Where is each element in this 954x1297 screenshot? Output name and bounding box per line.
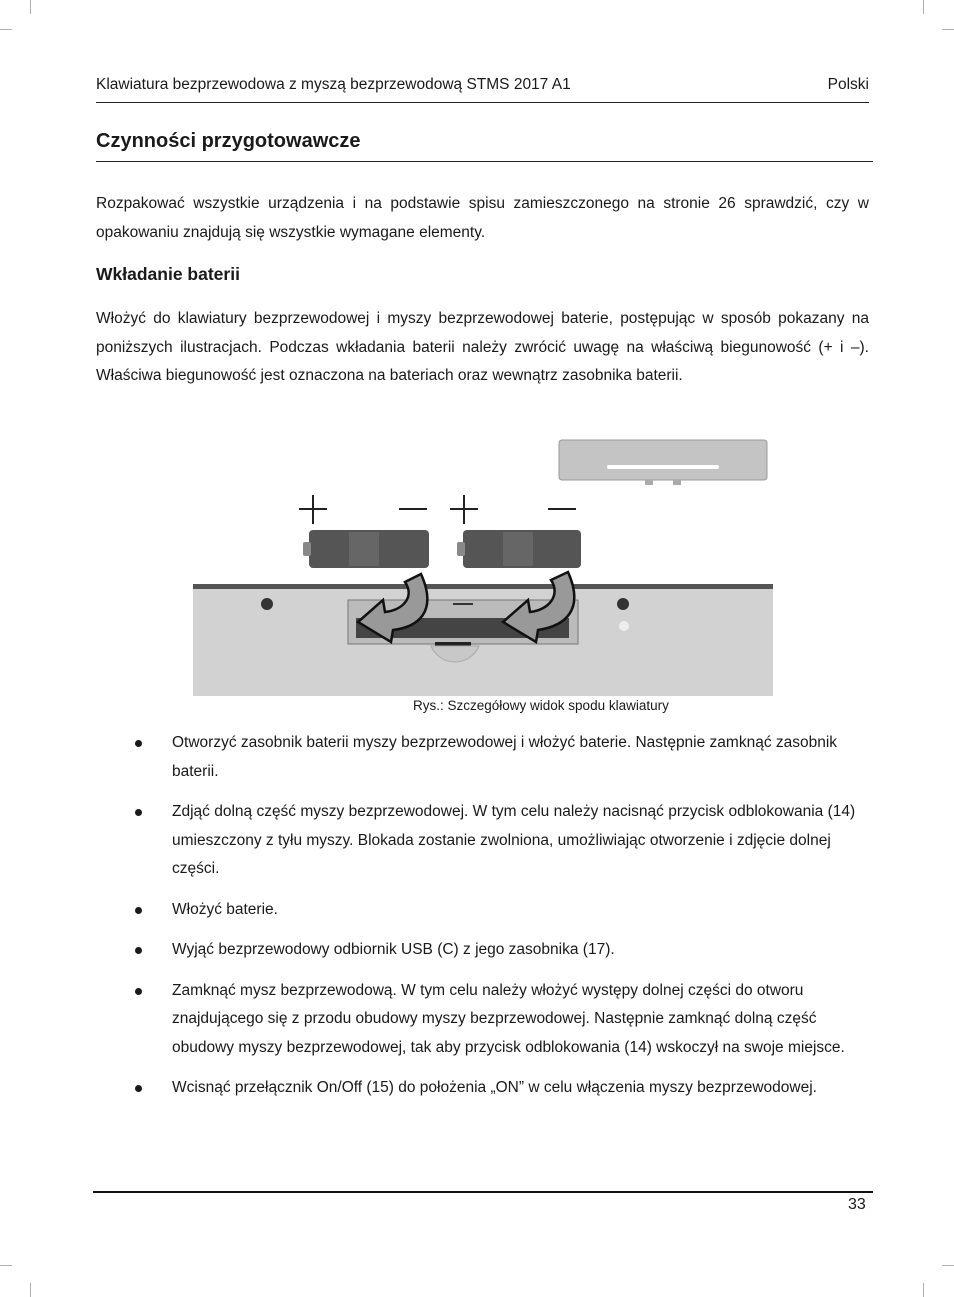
list-item: Wyjąć bezprzewodowy odbiornik USB (C) z jego zasobnika (17). xyxy=(130,936,860,965)
bullet-icon xyxy=(135,809,142,816)
keyboard-battery-figure xyxy=(193,432,773,696)
list-item: Zamknąć mysz bezprzewodową. W tym celu należy włożyć występy dolnej części do otworu znajdującego się z przodu obudowy myszy bezprzewodowej. Następnie zamknąć dolną część obudowy myszy bezprzewodowej, tak aby przycisk odblokowania (14) wskoczył na swoje miejsce. xyxy=(130,977,860,1063)
subsection-title: Wkładanie baterii xyxy=(96,264,240,284)
header-title: Klawiatura bezprzewodowa z myszą bezprzewodową STMS 2017 A1 xyxy=(96,76,571,93)
page-number: 33 xyxy=(848,1196,866,1213)
list-item: Wcisnąć przełącznik On/Off (15) do położenia „ON” w celu włączenia myszy bezprzewodowej. xyxy=(130,1074,860,1103)
list-item: Otworzyć zasobnik baterii myszy bezprzewodowej i włożyć baterie. Następnie zamknąć zasobnik baterii. xyxy=(130,729,860,786)
crop-mark xyxy=(942,1265,954,1266)
bullet-icon xyxy=(135,907,142,914)
crop-mark xyxy=(30,1283,31,1297)
crop-mark xyxy=(0,29,12,30)
intro-paragraph: Rozpakować wszystkie urządzenia i na podstawie spisu zamieszczonego na stronie 26 sprawdzić, czy w opakowaniu znajdują się wszystkie wymagane elementy. xyxy=(96,195,869,241)
section-title: Czynności przygotowawcze xyxy=(96,130,873,162)
crop-mark xyxy=(30,0,31,14)
header-language: Polski xyxy=(827,76,869,93)
figure-caption: Rys.: Szczegółowy widok spodu klawiatury xyxy=(413,698,669,713)
crop-mark xyxy=(942,29,954,30)
list-item: Zdjąć dolną część myszy bezprzewodowej. W tym celu należy nacisnąć przycisk odblokowania (14) umieszczony z tyłu myszy. Blokada zostanie zwolniona, umożliwiając otworzenie i zdjęcie dolnej części. xyxy=(130,798,860,884)
bullet-icon xyxy=(135,740,142,747)
instruction-list xyxy=(130,729,860,1115)
list-item: Włożyć baterie. xyxy=(130,896,860,925)
footer-divider xyxy=(93,1191,873,1193)
crop-mark xyxy=(923,0,924,14)
keyboard-underside-illustration xyxy=(193,432,773,696)
bullet-icon xyxy=(135,1085,142,1092)
bullet-icon xyxy=(135,988,142,995)
crop-mark xyxy=(0,1265,12,1266)
bullet-icon xyxy=(135,947,142,954)
crop-mark xyxy=(923,1283,924,1297)
running-header xyxy=(96,76,869,103)
battery-paragraph: Włożyć do klawiatury bezprzewodowej i myszy bezprzewodowej baterie, postępując w sposób pokazany na poniższych ilustracjach. Podczas wkładania baterii należy zwrócić uwagę na właściwą biegunowość (+ i –). Właściwa biegunowość jest oznaczona na bateriach oraz wewnątrz zasobnika baterii. xyxy=(96,310,869,384)
